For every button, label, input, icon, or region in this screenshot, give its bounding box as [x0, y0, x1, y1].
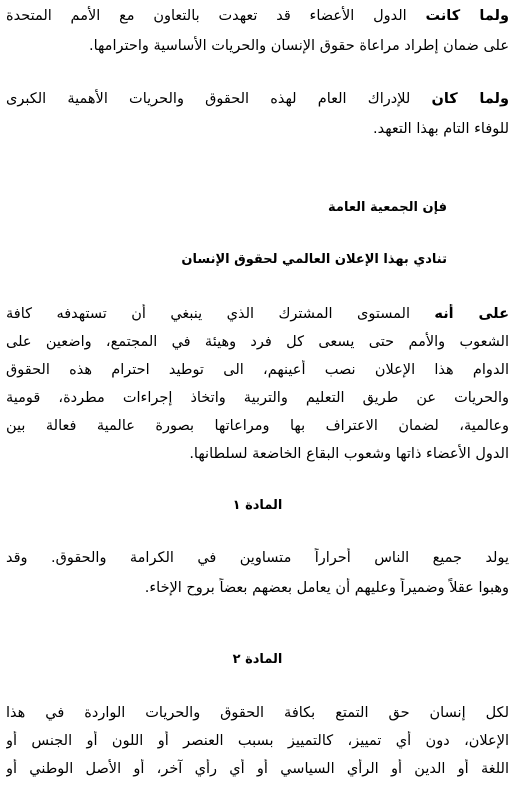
- heading-general-assembly: فإن الجمعية العامة: [328, 200, 447, 215]
- article-1-line-1: يولد جميع الناس أحراراً متساوين في الكرامة والحقوق. وقد: [6, 550, 509, 566]
- article-1-line-2: وهبوا عقلاً وضميراً وعليهم أن يعامل بعضهم بعضاً بروح الإخاء.: [144, 580, 509, 596]
- paragraph-2-text: للإدراك العام لهذه الحقوق والحريات الأهمية الكبرى: [6, 91, 432, 107]
- proclamation-line-3: الدوام هذا الإعلان نصب أعينهم، الى توطيد احترام هذه الحقوق: [6, 362, 509, 378]
- paragraph-2-lead: ولما كان: [431, 91, 509, 107]
- heading-article-1: المادة ١: [232, 498, 283, 513]
- paragraph-2-line-2: [6, 119, 509, 139]
- paragraph-1-text: على ضمان إطراد مراعاة حقوق الإنسان والحريات الأساسية واحترامها.: [88, 38, 509, 54]
- article-2-line-3: اللغة أو الدين أو الرأي السياسي أو أي رأي آخر، أو الأصل الوطني أو: [6, 761, 509, 777]
- proclamation-lead: على أنه: [434, 306, 509, 322]
- paragraph-1-lead: ولما كانت: [425, 8, 509, 24]
- paragraph-1-line-2: [6, 36, 509, 56]
- paragraph-1-line-1: [6, 6, 509, 26]
- proclamation-line-4: والحريات عن طريق التعليم والتربية واتخاذ إجراءات مطردة، قومية: [6, 390, 509, 406]
- proclamation-line-1: [6, 304, 509, 324]
- heading-proclamation: تنادي بهذا الإعلان العالمي لحقوق الإنسان: [181, 252, 447, 267]
- article-2-line-2: الإعلان، دون أي تمييز، كالتمييز بسبب العنصر أو اللون أو الجنس أو: [6, 733, 509, 749]
- paragraph-1-text: الدول الأعضاء قد تعهدت بالتعاون مع الأمم المتحدة: [6, 8, 426, 24]
- proclamation-line-5: وعالمية، لضمان الاعتراف بها ومراعاتها بصورة عالمية فعالة بين: [6, 418, 509, 434]
- proclamation-line-6: الدول الأعضاء ذاتها وشعوب البقاع الخاضعة لسلطانها.: [189, 446, 509, 462]
- proclamation-text: المستوى المشترك الذي ينبغي أن تستهدفه كافة: [6, 306, 435, 322]
- heading-article-2: المادة ٢: [232, 652, 283, 667]
- proclamation-line-2: الشعوب والأمم حتى يسعى كل فرد وهيئة في المجتمع، واضعين على: [6, 334, 509, 350]
- article-2-line-1: لكل إنسان حق التمتع بكافة الحقوق والحريات الواردة في هذا: [6, 705, 509, 721]
- paragraph-2-text: للوفاء التام بهذا التعهد.: [372, 121, 509, 137]
- paragraph-2-line-1: [6, 89, 509, 109]
